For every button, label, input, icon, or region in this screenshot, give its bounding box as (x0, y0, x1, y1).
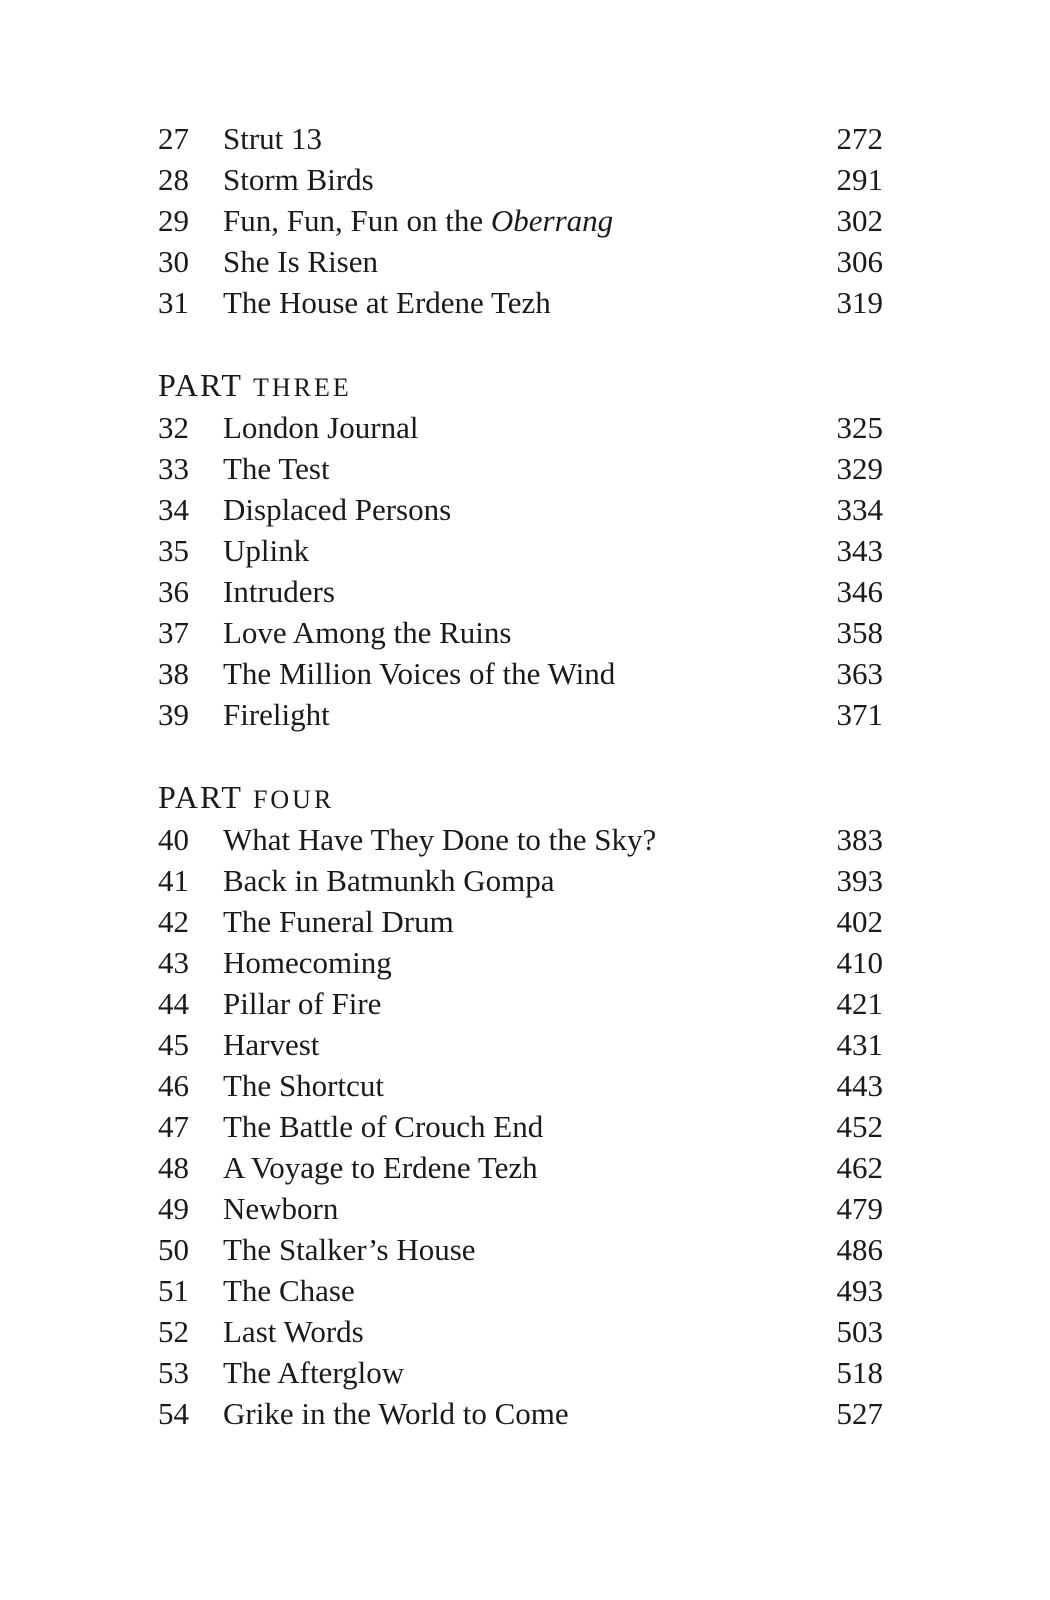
chapter-number: 28 (158, 162, 189, 197)
toc-entry[interactable] (158, 200, 883, 241)
page-number: 431 (836, 1027, 883, 1062)
page-number: 306 (836, 244, 883, 279)
chapter-number: 40 (158, 822, 189, 857)
toc-entry[interactable] (158, 694, 883, 735)
page-number: 346 (836, 574, 883, 609)
chapter-title: The Battle of Crouch End (223, 1109, 544, 1144)
toc-entry[interactable] (158, 1106, 883, 1147)
table-of-contents (158, 118, 883, 1434)
chapter-title: Firelight (223, 697, 330, 732)
chapter-number: 50 (158, 1232, 189, 1267)
toc-entry[interactable] (158, 241, 883, 282)
part-label: PART (158, 367, 243, 403)
toc-entry[interactable] (158, 860, 883, 901)
page-number: 393 (836, 863, 883, 898)
part-name: THREE (252, 373, 352, 402)
toc-entry[interactable] (158, 1147, 883, 1188)
page-number: 291 (836, 162, 883, 197)
chapter-title: Harvest (223, 1027, 320, 1062)
section-spacer (158, 735, 883, 775)
page-number: 272 (836, 121, 883, 156)
toc-entry[interactable] (158, 1393, 883, 1434)
chapter-title: London Journal (223, 410, 419, 445)
toc-entry[interactable] (158, 489, 883, 530)
chapter-title: Grike in the World to Come (223, 1396, 569, 1431)
chapter-number: 44 (158, 986, 189, 1021)
toc-entry[interactable] (158, 1188, 883, 1229)
chapter-number: 37 (158, 615, 189, 650)
page-number: 358 (836, 615, 883, 650)
page-number: 452 (836, 1109, 883, 1144)
page-number: 462 (836, 1150, 883, 1185)
toc-entry[interactable] (158, 118, 883, 159)
toc-entry[interactable] (158, 653, 883, 694)
chapter-title: The Million Voices of the Wind (223, 656, 616, 691)
chapter-title: What Have They Done to the Sky? (223, 822, 657, 857)
page-number: 371 (836, 697, 883, 732)
toc-entry[interactable] (158, 1270, 883, 1311)
chapter-title: Back in Batmunkh Gompa (223, 863, 555, 898)
page-number: 518 (836, 1355, 883, 1390)
chapter-title: The Shortcut (223, 1068, 384, 1103)
chapter-number: 47 (158, 1109, 189, 1144)
chapter-number: 53 (158, 1355, 189, 1390)
chapter-title: The House at Erdene Tezh (223, 285, 551, 320)
toc-entry[interactable] (158, 819, 883, 860)
chapter-number: 32 (158, 410, 189, 445)
part-heading (158, 775, 883, 819)
chapter-number: 39 (158, 697, 189, 732)
chapter-number: 52 (158, 1314, 189, 1349)
toc-entry[interactable] (158, 571, 883, 612)
chapter-title: The Afterglow (223, 1355, 405, 1390)
chapter-title: Homecoming (223, 945, 392, 980)
toc-entry[interactable] (158, 1024, 883, 1065)
chapter-title: She Is Risen (223, 244, 378, 279)
page-number: 421 (836, 986, 883, 1021)
section-spacer (158, 323, 883, 363)
toc-entry[interactable] (158, 1065, 883, 1106)
chapter-title: Newborn (223, 1191, 339, 1226)
chapter-title-roman: Fun, Fun, Fun on the (223, 203, 491, 238)
part-heading (158, 363, 883, 407)
toc-entry[interactable] (158, 282, 883, 323)
page-number: 402 (836, 904, 883, 939)
chapter-number: 49 (158, 1191, 189, 1226)
toc-section-part-three (158, 363, 883, 735)
part-label: PART (158, 779, 243, 815)
chapter-title (223, 200, 613, 241)
chapter-title: Storm Birds (223, 162, 374, 197)
page-number: 363 (836, 656, 883, 691)
chapter-number: 45 (158, 1027, 189, 1062)
page-number: 383 (836, 822, 883, 857)
chapter-number: 42 (158, 904, 189, 939)
chapter-title: Intruders (223, 574, 335, 609)
chapter-title: The Funeral Drum (223, 904, 454, 939)
chapter-title: Strut 13 (223, 121, 323, 156)
chapter-number: 43 (158, 945, 189, 980)
chapter-number: 27 (158, 121, 189, 156)
page-number: 325 (836, 410, 883, 445)
toc-entry[interactable] (158, 407, 883, 448)
page-number: 503 (836, 1314, 883, 1349)
page-number: 319 (836, 285, 883, 320)
chapter-number: 48 (158, 1150, 189, 1185)
toc-entry[interactable] (158, 530, 883, 571)
chapter-number: 54 (158, 1396, 189, 1431)
toc-entry[interactable] (158, 1311, 883, 1352)
chapter-title: The Test (223, 451, 330, 486)
toc-entry[interactable] (158, 159, 883, 200)
chapter-number: 51 (158, 1273, 189, 1308)
page-number: 343 (836, 533, 883, 568)
toc-entry[interactable] (158, 901, 883, 942)
page-number: 527 (836, 1396, 883, 1431)
page-number: 329 (836, 451, 883, 486)
chapter-number: 29 (158, 203, 189, 238)
chapter-title: Pillar of Fire (223, 986, 382, 1021)
chapter-number: 34 (158, 492, 189, 527)
page-number: 334 (836, 492, 883, 527)
toc-entry[interactable] (158, 448, 883, 489)
chapter-number: 35 (158, 533, 189, 568)
part-name: FOUR (252, 785, 335, 814)
chapter-title: The Chase (223, 1273, 355, 1308)
page-number: 410 (836, 945, 883, 980)
page-number: 486 (836, 1232, 883, 1267)
chapter-title: Displaced Persons (223, 492, 452, 527)
chapter-title: Love Among the Ruins (223, 615, 512, 650)
chapter-number: 46 (158, 1068, 189, 1103)
chapter-number: 33 (158, 451, 189, 486)
chapter-number: 31 (158, 285, 189, 320)
toc-entry[interactable] (158, 983, 883, 1024)
page-number: 443 (836, 1068, 883, 1103)
chapter-title: Uplink (223, 533, 310, 568)
toc-entry[interactable] (158, 612, 883, 653)
chapter-number: 36 (158, 574, 189, 609)
chapter-number: 38 (158, 656, 189, 691)
toc-section-part-four (158, 775, 883, 1434)
chapter-title: A Voyage to Erdene Tezh (223, 1150, 538, 1185)
toc-entry[interactable] (158, 1229, 883, 1270)
chapter-number: 41 (158, 863, 189, 898)
page-number: 479 (836, 1191, 883, 1226)
chapter-number: 30 (158, 244, 189, 279)
chapter-title-italic: Oberrang (490, 203, 614, 238)
toc-entry[interactable] (158, 1352, 883, 1393)
toc-section (158, 118, 883, 323)
toc-entry[interactable] (158, 942, 883, 983)
chapter-title: The Stalker’s House (223, 1232, 476, 1267)
page-number: 302 (836, 203, 883, 238)
chapter-title: Last Words (223, 1314, 364, 1349)
page-number: 493 (836, 1273, 883, 1308)
